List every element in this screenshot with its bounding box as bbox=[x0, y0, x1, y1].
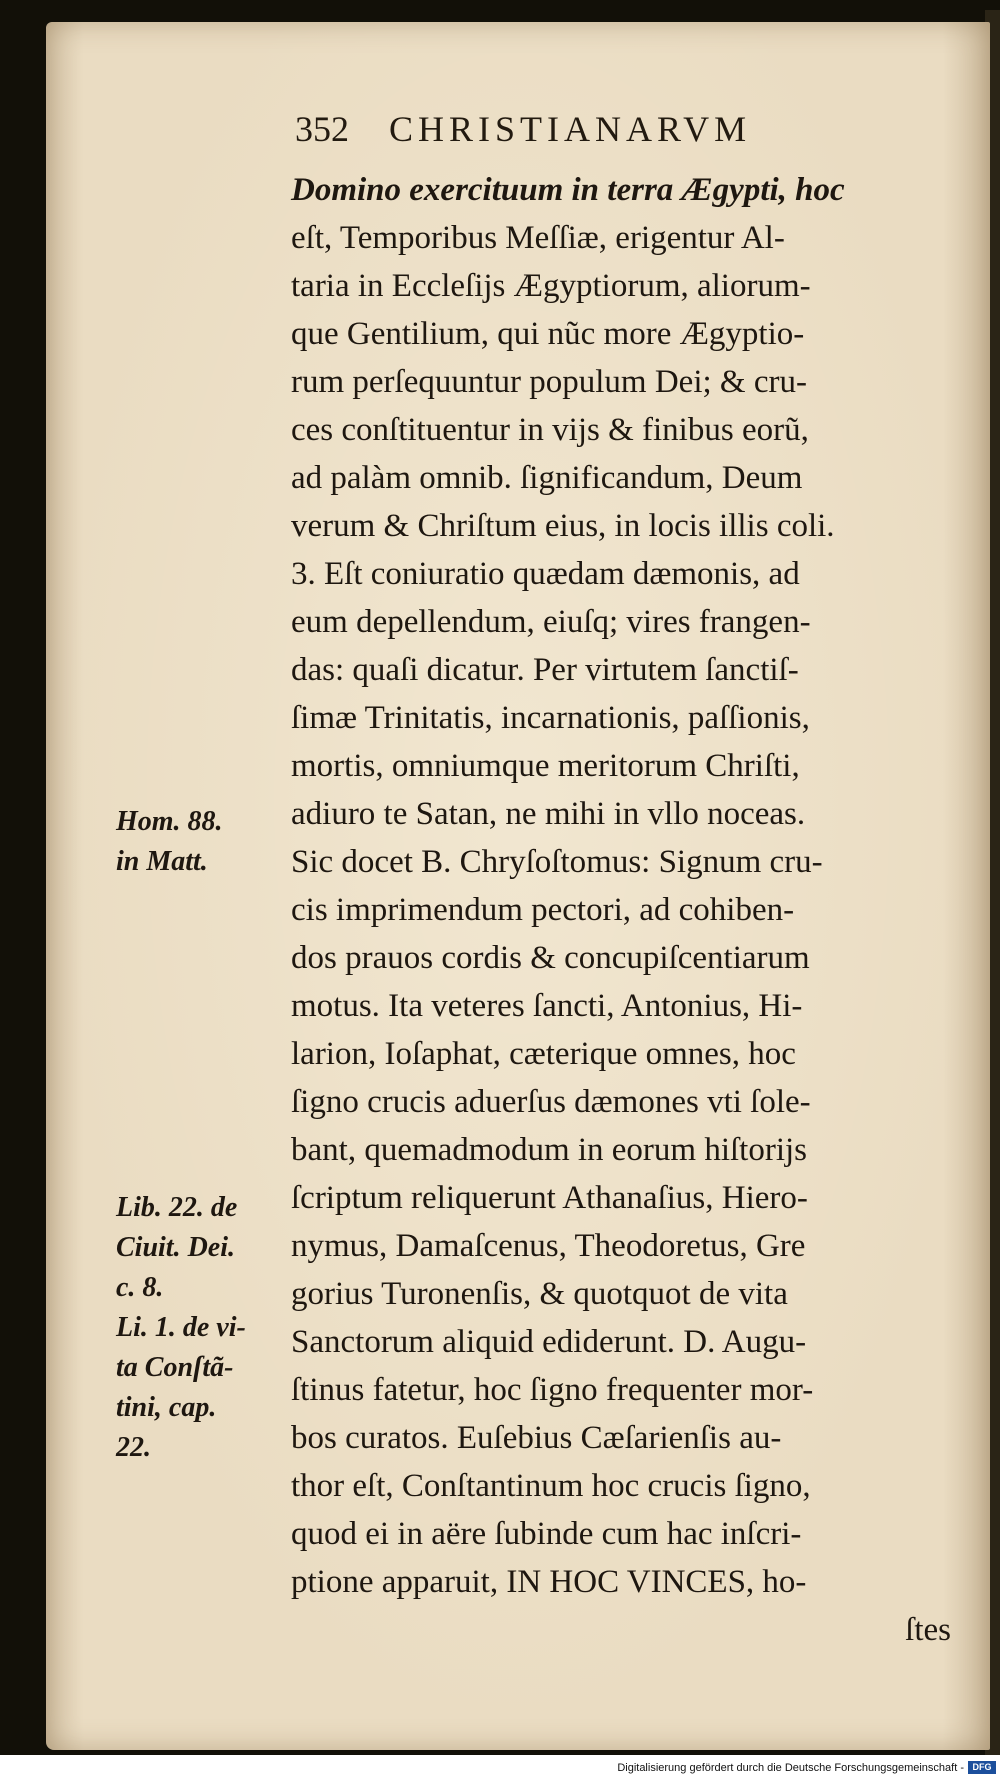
text-line: bos curatos. Euſebius Cæſarienſis au- bbox=[291, 1420, 782, 1456]
margin-note-line: ta Conſtã- bbox=[116, 1352, 234, 1383]
text-line: quod ei in aëre ſubinde cum hac inſcri- bbox=[291, 1516, 802, 1552]
text-line: ſtinus fatetur, hoc ſigno frequenter mor- bbox=[291, 1372, 814, 1408]
text-line: ad palàm omnib. ſignificandum, Deum bbox=[291, 460, 803, 496]
catchword: ſtes bbox=[905, 1612, 951, 1648]
text-line: motus. Ita veteres ſancti, Antonius, Hi- bbox=[291, 988, 803, 1024]
margin-note-augustine-eusebius bbox=[116, 1188, 246, 1468]
page-number: 352 bbox=[295, 109, 349, 149]
text-line: Sic docet B. Chryſoſtomus: Signum cru- bbox=[291, 844, 823, 880]
text-line: thor eſt, Conſtantinum hoc crucis ſigno, bbox=[291, 1468, 811, 1504]
running-header bbox=[295, 108, 751, 158]
text-line: larion, Ioſaphat, cæterique omnes, hoc bbox=[291, 1036, 796, 1072]
funding-credit: Digitalisierung gefördert durch die Deutsche Forschungsgemeinschaft - bbox=[617, 1762, 964, 1774]
text-line: mortis, omniumque meritorum Chriſti, bbox=[291, 748, 800, 784]
text-line: ſcriptum reliquerunt Athanaſius, Hiero- bbox=[291, 1180, 808, 1216]
text-line: ſimæ Trinitatis, incarnationis, paſſionis, bbox=[291, 700, 810, 736]
margin-note-line: c. 8. bbox=[116, 1272, 164, 1303]
margin-note-line: Hom. 88. bbox=[116, 806, 223, 837]
margin-note-line: Li. 1. de vi- bbox=[116, 1312, 246, 1343]
text-line: das: quaſi dicatur. Per virtutem ſanctiſ- bbox=[291, 652, 799, 688]
text-line: eum depellendum, eiuſq; vires frangen- bbox=[291, 604, 811, 640]
text-line: ptione apparuit, IN HOC VINCES, ho- bbox=[291, 1564, 807, 1600]
text-line: nymus, Damaſcenus, Theodoretus, Gre bbox=[291, 1228, 806, 1264]
text-line: bant, quemadmodum in eorum hiſtorijs bbox=[291, 1132, 808, 1168]
text-line: eſt, Temporibus Meſſiæ, erigentur Al- bbox=[291, 220, 785, 256]
margin-note-line: 22. bbox=[116, 1432, 151, 1463]
text-line: cis imprimendum pectori, ad cohiben- bbox=[291, 892, 795, 928]
margin-note-line: in Matt. bbox=[116, 846, 208, 877]
digitization-footer bbox=[0, 1755, 1000, 1780]
text-line: ſigno crucis aduerſus dæmones vti ſole- bbox=[291, 1084, 811, 1120]
text-line: verum & Chriſtum eius, in locis illis coli. bbox=[291, 508, 835, 544]
margin-note-line: Lib. 22. de bbox=[116, 1192, 238, 1223]
text-line: Sanctorum aliquid ediderunt. D. Augu- bbox=[291, 1324, 807, 1360]
text-line: que Gentilium, qui nũc more Ægyptio- bbox=[291, 316, 805, 352]
margin-note-line: tini, cap. bbox=[116, 1392, 217, 1423]
main-text bbox=[291, 166, 951, 1654]
text-line bbox=[291, 166, 951, 214]
text-line: ces conſtituentur in vijs & finibus eorũ, bbox=[291, 412, 809, 448]
text-line-italic: Domino exercituum in terra Ægypti, hoc bbox=[291, 172, 845, 208]
text-line: gorius Turonenſis, & quotquot de vita bbox=[291, 1276, 788, 1312]
margin-note-line: Ciuit. Dei. bbox=[116, 1232, 236, 1263]
text-line: 3. Eſt coniuratio quædam dæmonis, ad bbox=[291, 556, 800, 592]
text-line: dos prauos cordis & concupiſcentiarum bbox=[291, 940, 810, 976]
margin-note-chrysostom bbox=[116, 802, 223, 882]
text-line: rum perſequuntur populum Dei; & cru- bbox=[291, 364, 807, 400]
running-head-title: CHRISTIANARVM bbox=[389, 109, 752, 149]
text-line: taria in Eccleſijs Ægyptiorum, aliorum- bbox=[291, 268, 811, 304]
text-line: adiuro te Satan, ne mihi in vllo noceas. bbox=[291, 796, 806, 832]
dfg-logo: DFG bbox=[968, 1761, 996, 1774]
